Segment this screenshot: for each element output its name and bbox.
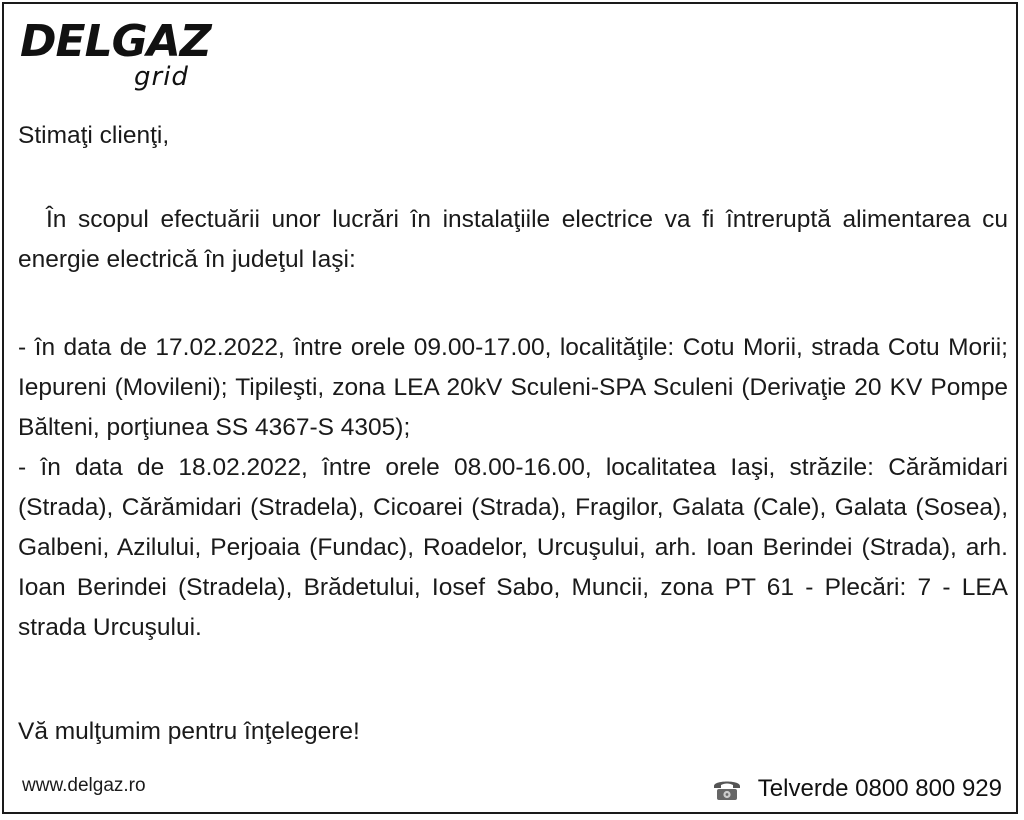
greeting: Stimaţi clienţi, [18,122,170,149]
phone-contact [712,774,1002,804]
notice-item-2: - în data de 18.02.2022, între orele 08.00-16.00, localitatea Iaşi, străzile: Cărămidari (Strada), Cărămidari (Stradela), Cicoarei (Strada), Fragilor, Galata (Cale), Galata (Sosea), Galbeni, Azilului, Perjoaia (Fundac), Roadelor, Urcuşului, arh. Ioan Berindei (Strada), arh. Ioan Berindei (Stradela), Brădetului, Iosef Sabo, Muncii, zona PT 61 - Plecări: 7 - LEA strada Urcuşului. [18,454,1008,641]
website-link[interactable]: www.delgaz.ro [22,775,146,796]
intro-text: În scopul efectuării unor lucrări în instalaţiile electrice va fi întreruptă alimentarea cu energie electrică în judeţul Iaşi: [18,206,1008,273]
notice-frame [2,2,1018,814]
phone-text: Telverde 0800 800 929 [757,775,1002,802]
delgaz-grid-logo [20,18,220,98]
telephone-icon [712,777,742,801]
thanks-line: Vă mulţumim pentru înţelegere! [18,718,360,745]
logo-brand: DELGAZ [20,16,211,67]
intro-paragraph [18,200,1008,280]
logo-sub: grid [134,62,189,92]
notice-item-1: - în data de 17.02.2022, între orele 09.00-17.00, localităţile: Cotu Morii, strada Cotu Morii; Iepureni (Movileni); Tipileşti, zona LEA 20kV Sculeni-SPA Sculeni (Derivaţie 20 KV Pompe Bălteni, porţiunea SS 4367-S 4305); [18,334,1008,441]
